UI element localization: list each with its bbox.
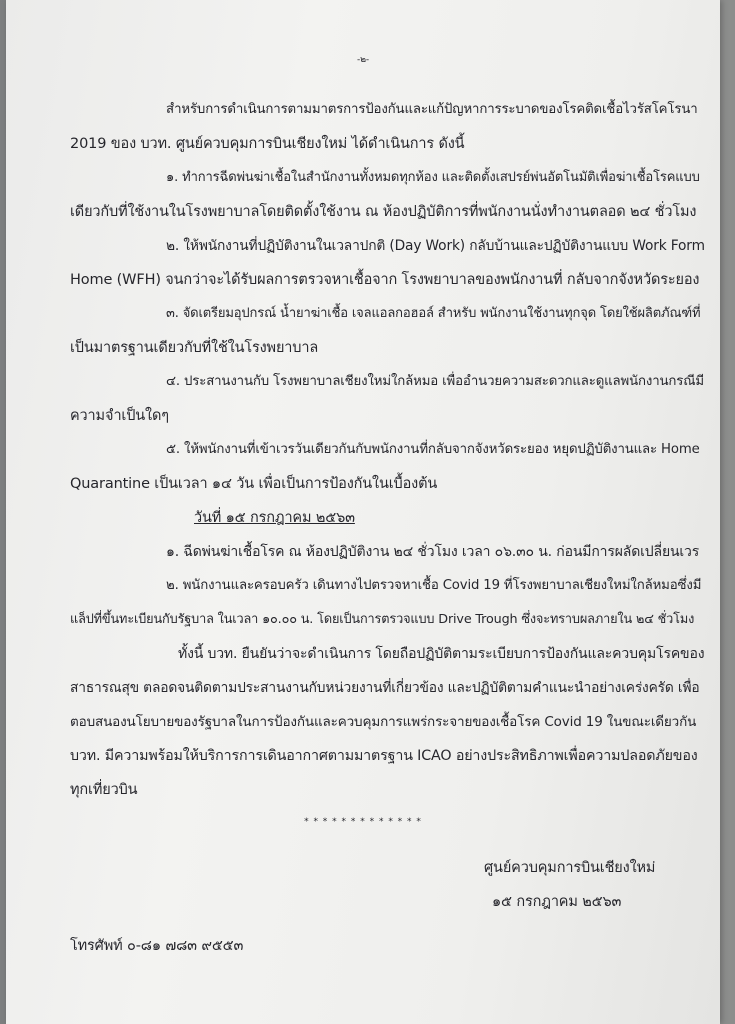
intro-line-1: สำหรับการดำเนินการตามมาตรการป้องกันและแก้ปัญหาการระบาดของโรคติดเชื้อไวรัสโคโรนา — [166, 102, 698, 117]
date-heading: วันที่ ๑๕ กรกฎาคม ๒๕๖๓ — [194, 510, 355, 526]
document-page — [6, 0, 720, 1024]
page-number: -๒- — [357, 55, 369, 65]
signature-date: ๑๕ กรกฎาคม ๒๕๖๓ — [492, 894, 622, 910]
sub-item-2-line-1: ๒. พนักงานและครอบครัว เดินทางไปตรวจหาเชื้อ Covid 19 ที่โรงพยาบาลเชียงใหม่ใกล้หมอซึ่งมี — [166, 578, 702, 593]
item-4-line-2: ความจำเป็นใดๆ — [70, 408, 169, 424]
item-1-line-2: เดียวกับที่ใช้งานในโรงพยาบาลโดยติดตั้งใช้งาน ณ ห้องปฏิบัติการที่พนักงานนั่งทำงานตลอด ๒๔ ชั่วโมง — [70, 204, 697, 220]
sub-item-1-line-1: ๑. ฉีดพ่นฆ่าเชื้อโรค ณ ห้องปฏิบัติงาน ๒๔ ชั่วโมง เวลา ๐๖.๓๐ น. ก่อนมีการผลัดเปลี่ยนเวร — [166, 544, 700, 560]
signature-organization: ศูนย์ควบคุมการบินเชียงใหม่ — [484, 860, 656, 876]
item-2-line-1: ๒. ให้พนักงานที่ปฏิบัติงานในเวลาปกติ (Day Work) กลับบ้านและปฏิบัติงานแบบ Work Form — [166, 238, 705, 254]
item-5-line-1: ๕. ให้พนักงานที่เข้าเวรวันเดียวกันกับพนักงานที่กลับจากจังหวัดระยอง หยุดปฏิบัติงานและ Home — [166, 442, 700, 457]
closing-line-3: ตอบสนองนโยบายของรัฐบาลในการป้องกันและควบคุมการแพร่กระจายของเชื้อโรค Covid 19 ในขณะเดียวกัน — [70, 714, 697, 730]
intro-line-2: 2019 ของ บวท. ศูนย์ควบคุมการบินเชียงใหม่ ได้ดำเนินการ ดังนี้ — [70, 136, 465, 152]
closing-line-2: สาธารณสุข ตลอดจนติดตามประสานงานกับหน่วยงานที่เกี่ยวข้อง และปฏิบัติตามคำแนะนำอย่างเคร่งครัด เพื่อ — [70, 680, 700, 696]
separator-asterisks: * * * * * * * * * * * * * — [304, 817, 422, 827]
item-5-line-2: Quarantine เป็นเวลา ๑๔ วัน เพื่อเป็นการป้องกันในเบื้องต้น — [70, 476, 438, 492]
closing-line-1: ทั้งนี้ บวท. ยืนยันว่าจะดำเนินการ โดยถือปฏิบัติตามระเบียบการป้องกันและควบคุมโรคของ — [178, 646, 705, 662]
item-3-line-2: เป็นมาตรฐานเดียวกับที่ใช้ในโรงพยาบาล — [70, 340, 319, 356]
closing-line-5: ทุกเที่ยวบิน — [70, 782, 138, 798]
phone-number: โทรศัพท์ ๐-๘๑ ๗๘๓ ๙๕๕๓ — [70, 938, 244, 954]
item-4-line-1: ๔. ประสานงานกับ โรงพยาบาลเชียงใหม่ใกล้หมอ เพื่ออำนวยความสะดวกและดูแลพนักงานกรณีมี — [166, 374, 704, 389]
closing-line-4: บวท. มีความพร้อมให้บริการการเดินอากาศตามมาตรฐาน ICAO อย่างประสิทธิภาพเพื่อความปลอดภัยของ — [70, 748, 698, 764]
item-2-line-2: Home (WFH) จนกว่าจะได้รับผลการตรวจหาเชื้อจาก โรงพยาบาลของพนักงานที่ กลับจากจังหวัดระยอง — [70, 272, 700, 288]
item-1-line-1: ๑. ทำการฉีดพ่นฆ่าเชื้อในสำนักงานทั้งหมดทุกห้อง และติดตั้งเสปรย์พ่นอัตโนมัติเพื่อฆ่าเชื้อโรคแบบ — [166, 170, 700, 185]
item-3-line-1: ๓. จัดเตรียมอุปกรณ์ น้ำยาฆ่าเชื้อ เจลแอลกอฮอล์ สำหรับ พนักงานใช้งานทุกจุด โดยใช้ผลิตภัณฑ์ที่ — [166, 306, 701, 321]
sub-item-2-line-2: แล็ปที่ขึ้นทะเบียนกับรัฐบาล ในเวลา ๑๐.๐๐ น. โดยเป็นการตรวจแบบ Drive Trough ซึ่งจะทราบผลภายใน ๒๔ ชั่วโมง — [70, 612, 695, 627]
